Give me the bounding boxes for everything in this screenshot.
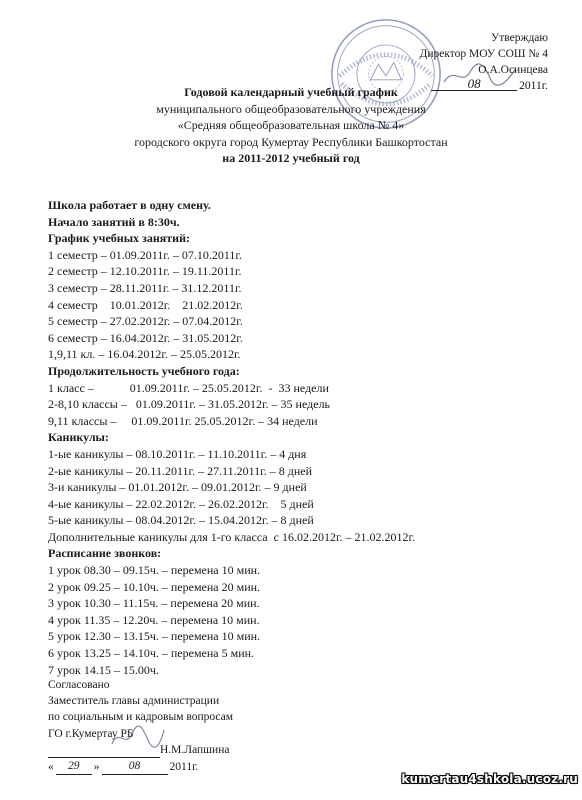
- agreement-department: по социальным и кадровым вопросам: [48, 711, 234, 724]
- approval-label: Утверждаю: [491, 32, 548, 44]
- signature-blank: [48, 745, 160, 758]
- bells-heading: Расписание звонков:: [48, 546, 162, 561]
- agreement-signer: Н.М.Лапшина: [160, 743, 230, 756]
- date-day: 29: [56, 758, 92, 775]
- date-year: 2011г.: [169, 761, 199, 774]
- date-quote-close: »: [93, 761, 100, 774]
- bell-line: 3 урок 10.30 – 11.15ч. – перемена 20 мин.: [48, 596, 260, 611]
- schedule-body: [48, 197, 415, 678]
- site-watermark: kumertau4shkola.ucoz.ru: [401, 772, 578, 786]
- semester-line: 1 семестр – 01.09.2011г. – 07.10.2011г.: [48, 247, 242, 262]
- bell-line: 4 урок 11.35 – 12.20ч. – перемена 10 мин.: [48, 612, 260, 627]
- approval-date-day: 08: [467, 76, 481, 91]
- semester-line: 6 семестр – 16.04.2012г. – 31.05.2012г.: [48, 330, 243, 345]
- bell-line: 1 урок 08.30 – 09.15ч. – перемена 10 мин.: [48, 563, 261, 578]
- bell-line: 5 урок 12.30 – 13.15ч. – перемена 10 мин.: [48, 629, 261, 644]
- holidays-heading: Каникулы:: [48, 430, 109, 445]
- holiday-line: 3-и каникулы – 01.01.2012г. – 09.01.2012г. – 9 дней: [48, 480, 307, 495]
- title-line-3: «Средняя общеобразовательная школа № 4»: [177, 118, 405, 132]
- bell-line: 7 урок 14.15 – 15.00ч.: [48, 662, 159, 677]
- date-month: 08: [102, 758, 168, 775]
- semester-line: 4 семестр 10.01.2012г. 21.02.2012г.: [48, 297, 243, 312]
- agreement-signature-line: [48, 742, 233, 758]
- agreement-date: [48, 758, 233, 775]
- semester-line: 3 семестр – 28.11.2011г. – 31.12.2011г.: [48, 280, 242, 295]
- duration-line: 1 класс – 01.09.2011г. – 25.05.2012г. - 33 недели: [48, 380, 329, 395]
- bell-line: 6 урок 13.25 – 14.10ч. – перемена 5 мин.: [48, 646, 255, 661]
- title-line-2: муниципального общеобразовательного учреждения: [156, 101, 426, 116]
- schedule-heading: График учебных занятий:: [48, 231, 191, 246]
- agreement-block: [48, 677, 233, 775]
- shift-info: Школа работает в одну смену.: [48, 198, 211, 212]
- approval-director-name: О.А.Осинцева: [478, 64, 548, 76]
- approval-position: Директор МОУ СОШ № 4: [419, 48, 548, 60]
- agreement-label: Согласовано: [48, 679, 110, 691]
- semester-line: 1,9,11 кл. – 16.04.2012г. – 25.05.2012г.: [48, 347, 241, 362]
- semester-line: 5 семестр – 27.02.2012г. – 07.04.2012г.: [48, 314, 243, 329]
- date-quote-open: «: [48, 761, 54, 774]
- holiday-line: 4-ые каникулы – 22.02.2012г. – 26.02.2012г. 5 дней: [48, 496, 314, 511]
- title-line-5: на 2011-2012 учебный год: [222, 151, 360, 165]
- document-title: [0, 84, 582, 167]
- duration-line: 2-8,10 классы – 01.09.2011г. – 31.05.2012г. – 35 недель: [48, 397, 331, 412]
- semester-line: 2 семестр – 12.10.2011г. – 19.11.2011г.: [48, 264, 242, 279]
- start-time-info: Начало занятий в 8:30ч.: [48, 214, 180, 229]
- title-line-1: Годовой календарный учебный график: [184, 85, 398, 99]
- agreement-city: ГО г.Кумертау РБ: [48, 727, 134, 740]
- title-line-4: городского округа город Кумертау Республики Башкортостан: [134, 134, 448, 149]
- bell-line: 2 урок 09.25 – 10.10ч. – перемена 20 мин.: [48, 579, 261, 594]
- duration-line: 9,11 классы – 01.09.2011г. 25.05.2012г. – 34 недели: [48, 413, 318, 428]
- agreement-position: Заместитель главы администрации: [48, 695, 220, 708]
- holiday-line: 1-ые каникулы – 08.10.2011г. – 11.10.2011г. – 4 дня: [48, 446, 307, 461]
- holiday-line: 5-ые каникулы – 08.04.2012г. – 15.04.2012г. – 8 дней: [48, 513, 314, 528]
- approval-date-year: 2011г.: [519, 80, 548, 92]
- holiday-line: Дополнительные каникулы для 1-го класса с 16.02.2012г. – 21.02.2012г.: [48, 529, 416, 544]
- holiday-line: 2-ые каникулы – 20.11.2011г. – 27.11.2011г. – 8 дней: [48, 463, 313, 478]
- duration-heading: Продолжительность учебного года:: [48, 363, 240, 378]
